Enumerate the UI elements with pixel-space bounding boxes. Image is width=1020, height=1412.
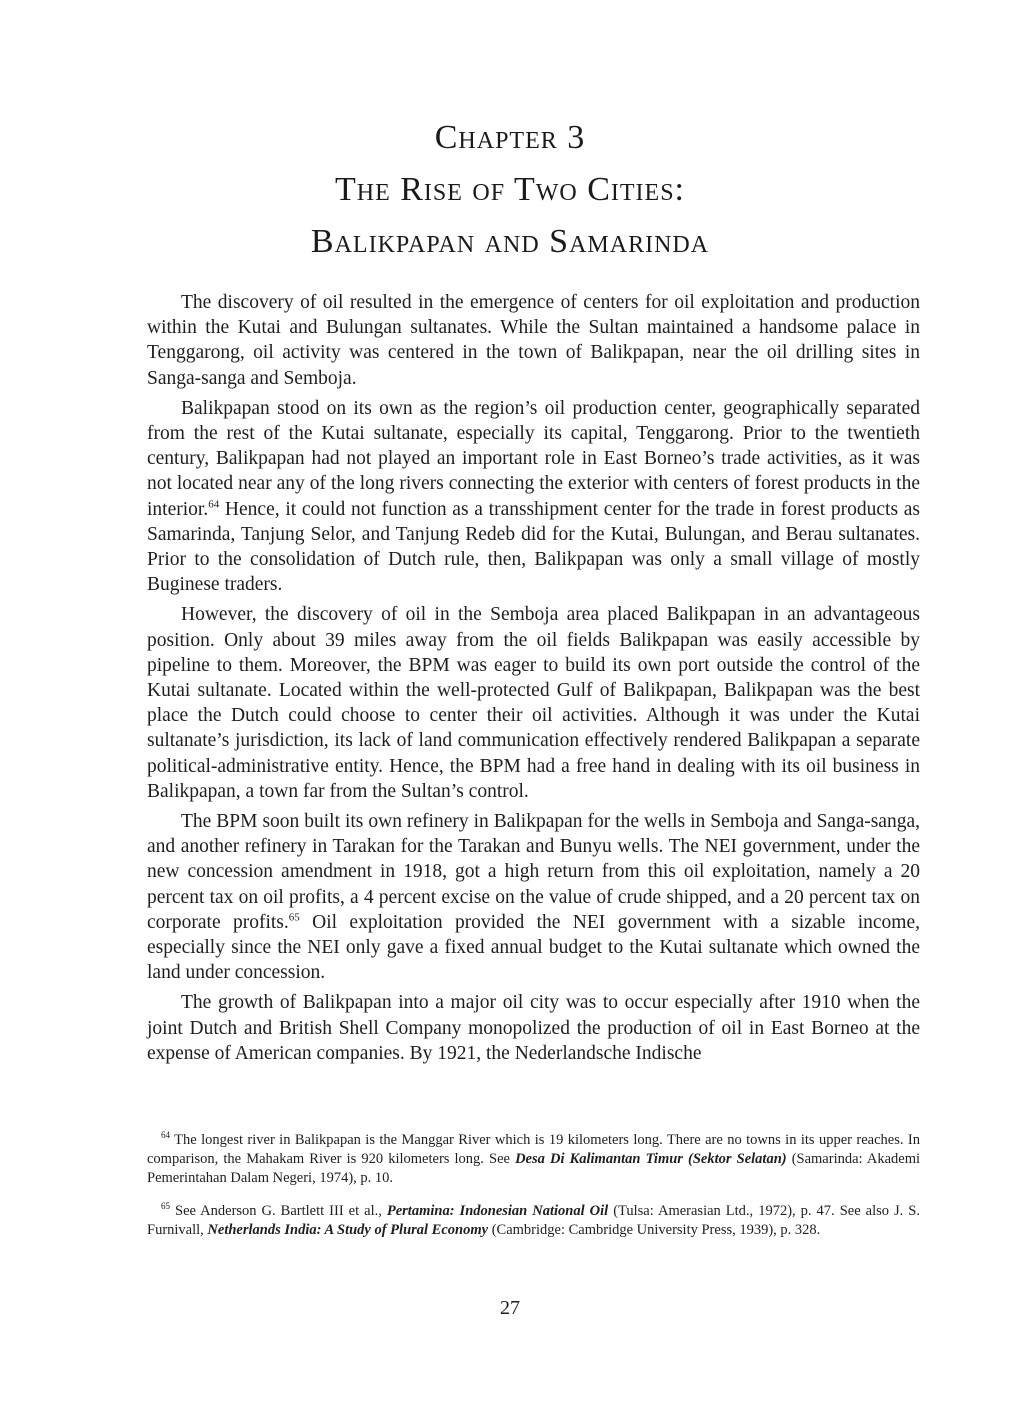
body-paragraph	[147, 990, 920, 1066]
footnote	[147, 1131, 920, 1188]
text-run: (Tulsa: Amerasian Ltd., 1972), p. 47. See also J. S. Furnivall,	[147, 1203, 920, 1238]
footnote-reference: 64	[208, 498, 220, 511]
body-paragraph	[147, 396, 920, 598]
text-run: Oil exploitation provided the NEI government with a sizable income, especially since the NEI only gave a fixed annual budget to the Kutai sultanate which owned the land under concession.	[147, 911, 920, 984]
footnote-number: 65	[161, 1201, 170, 1212]
footnote	[147, 1202, 920, 1240]
text-run: The longest river in Balikpapan is the Manggar River which is 19 kilometers long. There are no towns in its upper reaches. In comparison, the Mahakam River is 920 kilometers long. See	[147, 1132, 920, 1167]
body-paragraph	[147, 290, 920, 391]
chapter-label: Chapter 3	[434, 119, 586, 156]
footnote-number: 64	[161, 1130, 170, 1141]
page-number: 27	[500, 1297, 520, 1319]
text-run: See Anderson G. Bartlett III et al.,	[170, 1203, 387, 1219]
text-run: Balikpapan stood on its own as the region’s oil production center, geographically separated from the rest of the Kutai sultanate, especially its capital, Tenggarong. Prior to the twentieth century, Balikpapan had not played an important role in East Borneo’s trade activities, as it was not located near any of the long rivers connecting the exterior with centers of forest products in the interior.	[147, 397, 920, 520]
footnotes	[147, 1131, 920, 1254]
text-run: The BPM soon built its own refinery in Balikpapan for the wells in Semboja and Sanga-sanga, and another refinery in Tarakan for the Tarakan and Bunyu wells. The NEI government, under the new concession amendment in 1918, got a high return from this oil exploitation, namely a 20 percent tax on oil profits, a 4 percent excise on the value of crude shipped, and a 20 percent tax on corporate profits.	[147, 811, 920, 933]
footnote-reference: 65	[288, 911, 300, 924]
cited-title: Desa Di Kalimantan Timur (Sektor Selatan)	[515, 1151, 787, 1167]
body-paragraph	[147, 602, 920, 804]
cited-title: Pertamina: Indonesian National Oil	[386, 1203, 609, 1219]
body-text	[147, 290, 920, 1071]
chapter-title-line-1: The Rise of Two Cities:	[334, 171, 686, 208]
cited-title: Netherlands India: A Study of Plural Economy	[207, 1222, 489, 1238]
text-run: (Samarinda: Akademi Pemerintahan Dalam Negeri, 1974), p. 10.	[147, 1151, 921, 1186]
text-run: Hence, it could not function as a transshipment center for the trade in forest products as Samarinda, Tanjung Selor, and Tanjung Redeb did for the Kutai, Bulungan, and Berau sultanates. Prior to the consolidation of Dutch rule, then, Balikpapan was only a small village of mostly Buginese traders.	[147, 498, 920, 596]
text-run: However, the discovery of oil in the Semboja area placed Balikpapan in an advantageous position. Only about 39 miles away from the oil fields Balikpapan was easily accessible by pipeline to them. Moreover, the BPM was eager to build its own port outside the control of the Kutai sultanate. Located within the well-protected Gulf of Balikpapan, Balikpapan was the best place the Dutch could choose to center their oil activities. Although it was under the Kutai sultanate’s jurisdiction, its lack of land communication effectively rendered Balikpapan a separate political-administrative entity. Hence, the BPM had a free hand in dealing with its oil business in Balikpapan, a town far from the Sultan’s control.	[147, 604, 920, 802]
text-run: The growth of Balikpapan into a major oil city was to occur especially after 1910 when the joint Dutch and British Shell Company monopolized the production of oil in East Borneo at the expense of American companies. By 1921, the Nederlandsche Indische	[147, 992, 920, 1064]
text-run: (Cambridge: Cambridge University Press, 1939), p. 328.	[488, 1222, 821, 1238]
text-run: The discovery of oil resulted in the emergence of centers for oil exploitation and production within the Kutai and Bulungan sultanates. While the Sultan maintained a handsome palace in Tenggarong, oil activity was centered in the town of Balikpapan, near the oil drilling sites in Sanga-sanga and Semboja.	[147, 292, 920, 389]
body-paragraph	[147, 809, 920, 985]
chapter-title-line-2: Balikpapan and Samarinda	[310, 223, 710, 260]
